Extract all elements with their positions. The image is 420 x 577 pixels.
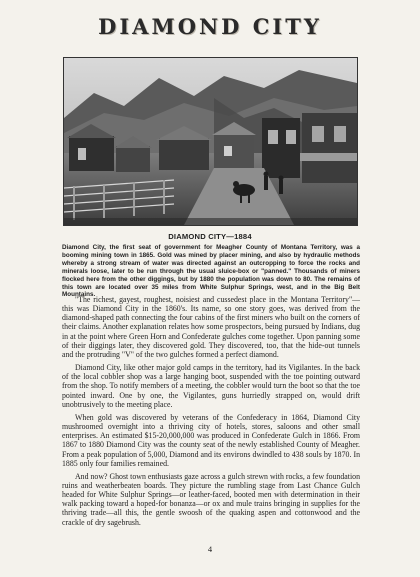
- body-paragraph: Diamond City, like other major gold camps in the territory, had its Vigilantes. In the back of the local cobbler shop was a large hanging boot, suspended with the toe pointing outward from the shop. To notify members of a meeting, the cobbler would turn the boot so that the toe pointed inward. One by one, the Vigilantes, guns hurriedly strapped on, would drift unobtrusively to the meeting place.: [62, 363, 360, 409]
- figure-caption: Diamond City, the first seat of government for Meagher County of Montana Territory, was a booming mining town in 1865. Gold was mined by placer mining, and also by hydraulic methods whereby a strong stream of water was directed against an outcropping to force the rocks and minerals loose, later to be run through the usual sluice-box or "panned." Thousands of miners flocked here from the other diggings, but by 1880 the population was down to 80. The remains of this town are located over 35 miles from White Sulphur Springs, west, and in the Big Belt Mountains.: [62, 244, 360, 299]
- page-title: DIAMOND CITY: [98, 14, 322, 39]
- body-paragraph: And now? Ghost town enthusiasts gaze across a gulch strewn with rocks, a few foundation ruins and weatherbeaten boards. They picture the rumbling stage from Last Chance Gulch headed for White Sulphur Springs—or leather-faced, booted men with determination in their walk packing toward a hoped-for bonanza—or ox and mule trains bringing in supplies for the thriving trade—all this, the gentle swoosh of the quaking aspen and cottonwood and the crackle of dry sagebrush.: [62, 471, 360, 527]
- article-body: [62, 295, 360, 531]
- figure-caption-title: DIAMOND CITY—1884: [168, 232, 252, 241]
- page-number: 4: [207, 544, 213, 554]
- body-paragraph: "The richest, gayest, roughest, noisiest and cussedest place in the Montana Territory"—this was Diamond City in the 1860's. Its name, so one story goes, was derived from the diamond-shaped path connecting the four cabins of the first miners who built on the corners of their claims. Another explanation relates how some prospectors, being pursued by Indians, dug in at the point where Green Horn and Confederate gulches come together. Upon panning some of their diggings later, they discovered gold. They discovered, too, that the hide-out tunnels and the protruding "V" of the two gulches formed a perfect diamond.: [62, 295, 360, 359]
- body-paragraph: When gold was discovered by veterans of the Confederacy in 1864, Diamond City mushroomed overnight into a thriving city of hotels, stores, saloons and other small enterprises. An estimated $15-20,000,000 was produced in Confederate Gulch in 1866. From 1867 to 1880 Diamond City was the county seat of the newly established County of Meagher. From a peak population of 5,000, Diamond and its environs dwindled to 438 souls by 1870. In 1885 only four families remained.: [62, 412, 360, 468]
- historic-town-photo: [63, 57, 358, 226]
